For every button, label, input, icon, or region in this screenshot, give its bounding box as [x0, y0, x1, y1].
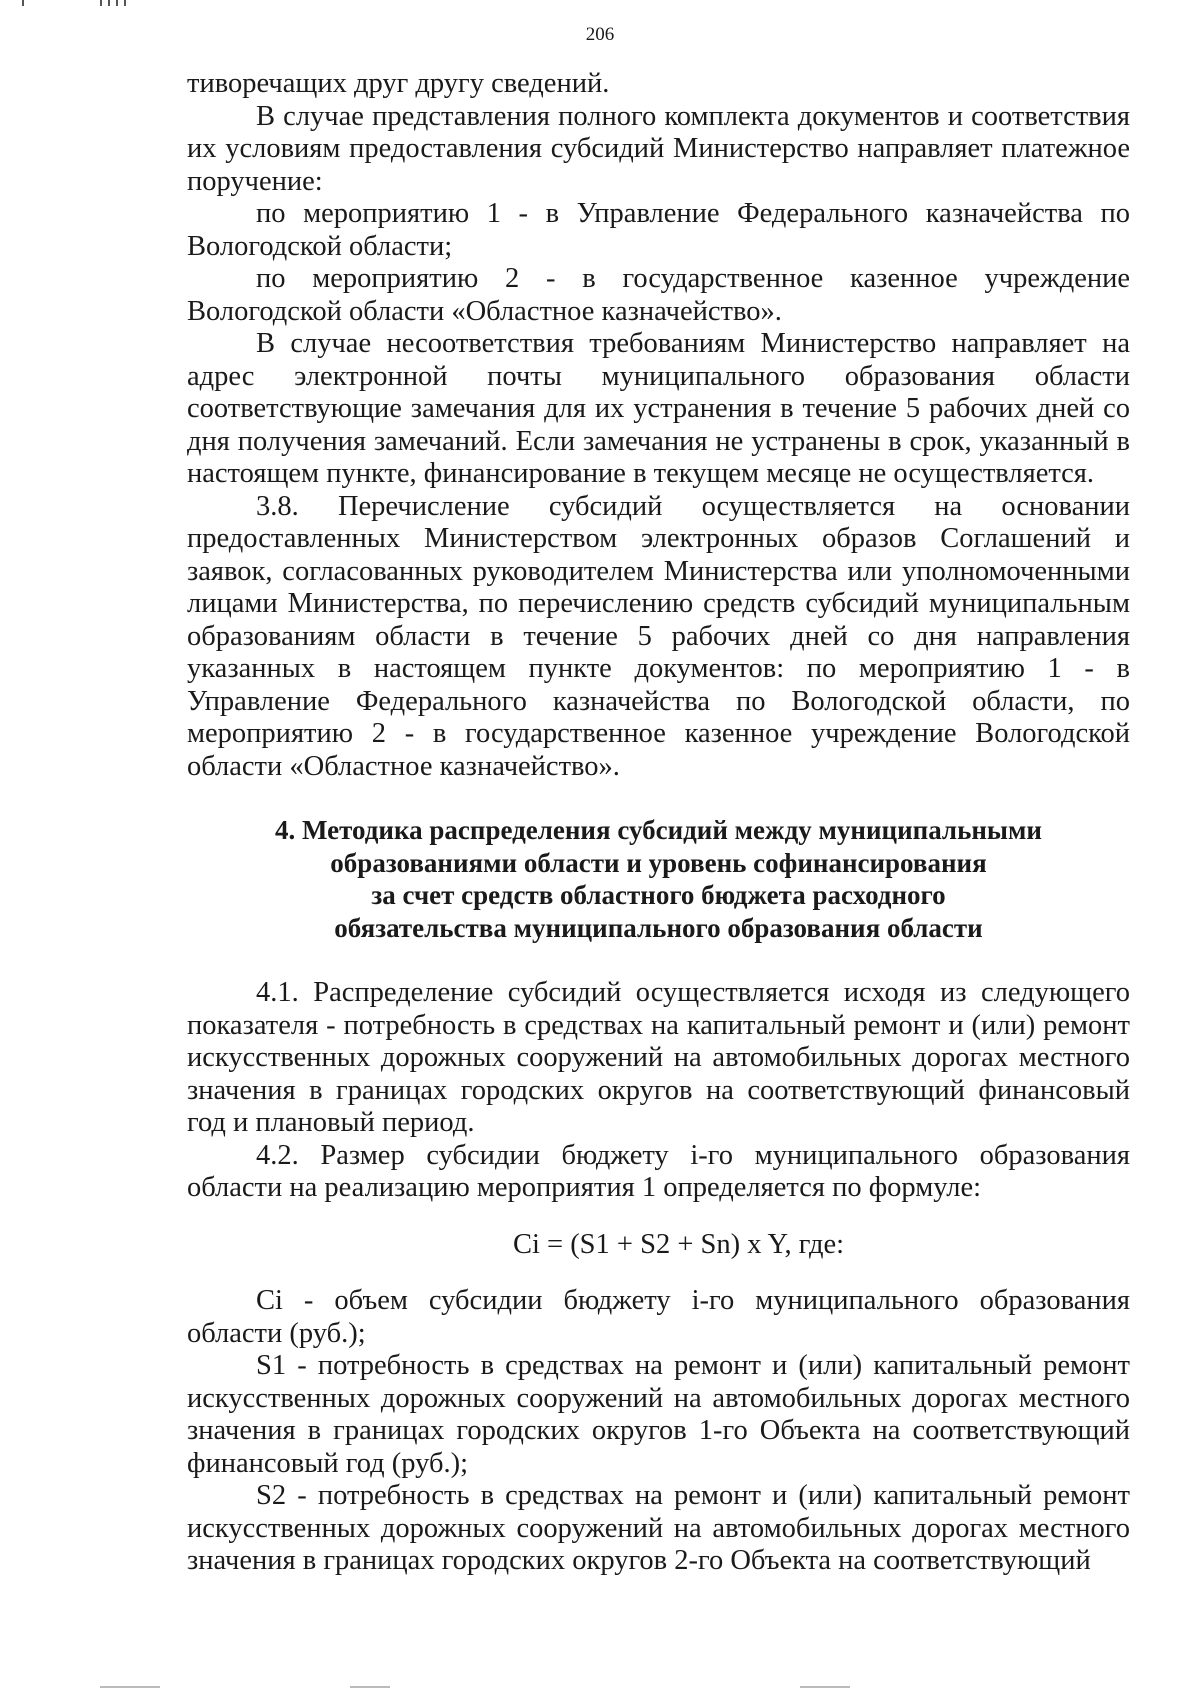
scan-artifact	[22, 0, 142, 6]
paragraph-4-2: 4.2. Размер субсидии бюджету i-го муниципального образования области на реализацию мероприятия 1 определяется по формуле:	[187, 1139, 1130, 1203]
section-heading	[187, 814, 1130, 944]
paragraph: по мероприятию 1 - в Управление Федерального казначейства по Вологодской области;	[187, 198, 1130, 262]
section-heading-line: обязательства муниципального образования области	[334, 912, 983, 943]
paragraph-continuation: тиворечащих друг другу сведений.	[187, 68, 610, 99]
document-body	[187, 68, 1130, 1578]
paragraph-4-1: 4.1. Распределение субсидий осуществляется исходя из следующего показателя - потребность в средствах на капитальный ремонт и (или) ремонт искусственных дорожных сооружений на автомобильных дорогах местного значения в границах городских округов на соответствующий финансовый год и плановый период.	[187, 977, 1130, 1138]
section-heading-line: образованиями области и уровень софинансирования	[330, 847, 987, 878]
paragraph: по мероприятию 2 - в государственное казенное учреждение Вологодской области «Областное казначейство».	[187, 263, 1130, 327]
page-number: 206	[585, 24, 615, 45]
definition-s1: S1 - потребность в средствах на ремонт и (или) капитальный ремонт искусственных дорожных сооружений на автомобильных дорогах местного значения в границах городских округов 1-го Объекта на соответствующий финансовый год (руб.);	[187, 1350, 1130, 1479]
section-heading-line: за счет средств областного бюджета расходного	[371, 880, 946, 910]
formula: Ci = (S1 + S2 + Sn) x Y, где:	[512, 1228, 845, 1260]
definition-s2: S2 - потребность в средствах на ремонт и (или) капитальный ремонт искусственных дорожных сооружений на автомобильных дорогах местного значения в границах городских округов 2-го Объекта на соответствующий	[187, 1480, 1130, 1576]
definition-ci: Ci - объем субсидии бюджету i-го муниципального образования области (руб.);	[187, 1285, 1130, 1349]
paragraph-3-8: 3.8. Перечисление субсидий осуществляется на основании предоставленных Министерством электронных образов Соглашений и заявок, согласованных руководителем Министерства или уполномоченными лицами Министерства, по перечислению средств субсидий муниципальным образованиям области в течение 5 рабочих дней со дня направления указанных в настоящем пункте документов: по мероприятию 1 - в Управление Федерального казначейства по Вологодской области, по мероприятию 2 - в государственное казенное учреждение Вологодской области «Областное казначейство».	[187, 490, 1130, 782]
paragraph: В случае представления полного комплекта документов и соответствия их условиям предоставления субсидий Министерство направляет платежное поручение:	[187, 100, 1130, 197]
scan-artifact-bottom	[100, 1686, 1000, 1689]
paragraph: В случае несоответствия требованиям Министерство направляет на адрес электронной почты муниципального образования области соответствующие замечания для их устранения в течение 5 рабочих дней со дня получения замечаний. Если замечания не устранены в срок, указанный в настоящем пункте, финансирование в текущем месяце не осуществляется.	[187, 328, 1130, 489]
section-heading-line: 4. Методика распределения субсидий между муниципальными	[275, 815, 1042, 845]
